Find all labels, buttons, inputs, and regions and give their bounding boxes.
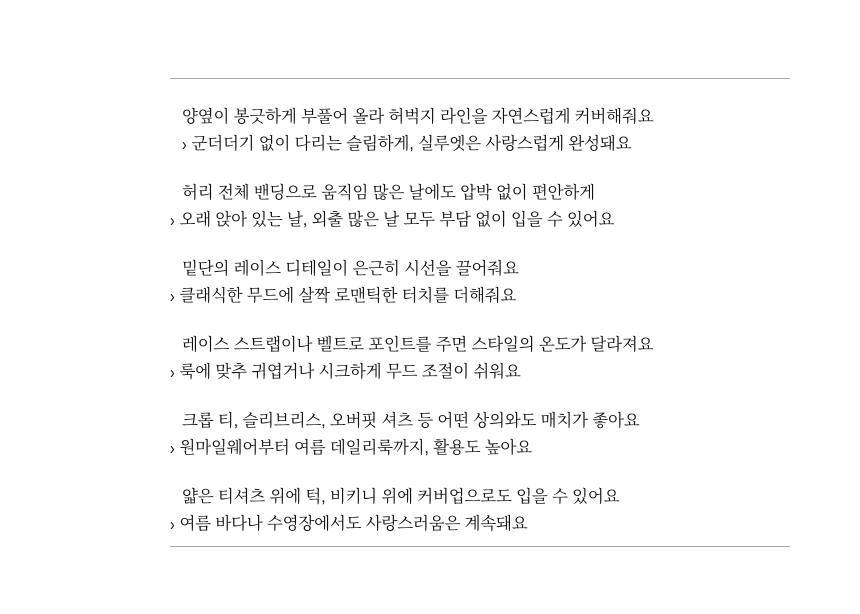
feature-list	[170, 104, 810, 538]
list-item	[170, 256, 810, 310]
feature-sub-text: 원마일웨어부터 여름 데일리룩까지, 활용도 높아요	[179, 439, 532, 457]
feature-sub-line	[170, 359, 810, 386]
feature-sub-text: 오래 앉아 있는 날, 외출 많은 날 모두 부담 없이 입을 수 있어요	[179, 211, 615, 229]
feature-sub-line	[170, 435, 810, 462]
feature-sub-line	[170, 207, 810, 234]
chevron-right-icon: ›	[170, 285, 175, 306]
feature-sub-text: 군더더기 없이 다리는 슬림하게, 실루엣은 사랑스럽게 완성돼요	[191, 135, 632, 153]
feature-sub-text: 여름 바다나 수영장에서도 사랑스러움은 계속돼요	[179, 515, 528, 533]
list-item	[170, 332, 810, 386]
feature-sub-text: 클래식한 무드에 살짝 로맨틱한 터치를 더해줘요	[179, 287, 517, 305]
feature-main-text: 양옆이 봉긋하게 부풀어 올라 허벅지 라인을 자연스럽게 커버해줘요	[182, 108, 654, 126]
chevron-right-icon: ›	[170, 209, 175, 230]
chevron-right-icon: ›	[170, 361, 175, 382]
chevron-right-icon: ›	[182, 133, 187, 154]
feature-sub-line	[170, 283, 810, 310]
list-item	[170, 104, 810, 158]
feature-sub-line	[170, 511, 810, 538]
top-divider	[170, 78, 790, 79]
feature-sub-line	[170, 131, 810, 158]
feature-main-text: 크롭 티, 슬리브리스, 오버핏 셔츠 등 어떤 상의와도 매치가 좋아요	[182, 412, 640, 430]
chevron-right-icon: ›	[170, 437, 175, 458]
feature-sub-text: 룩에 맞추 귀엽거나 시크하게 무드 조절이 쉬워요	[179, 363, 521, 381]
feature-main-text: 레이스 스트랩이나 벨트로 포인트를 주면 스타일의 온도가 달라져요	[182, 336, 654, 354]
feature-main-text: 얇은 티셔츠 위에 턱, 비키니 위에 커버업으로도 입을 수 있어요	[182, 488, 620, 506]
chevron-right-icon: ›	[170, 513, 175, 534]
feature-main-text: 밑단의 레이스 디테일이 은근히 시선을 끌어줘요	[182, 260, 519, 278]
bottom-divider	[170, 546, 790, 547]
feature-main-text: 허리 전체 밴딩으로 움직임 많은 날에도 압박 없이 편안하게	[182, 184, 595, 202]
list-item	[170, 180, 810, 234]
list-item	[170, 408, 810, 462]
list-item	[170, 484, 810, 538]
